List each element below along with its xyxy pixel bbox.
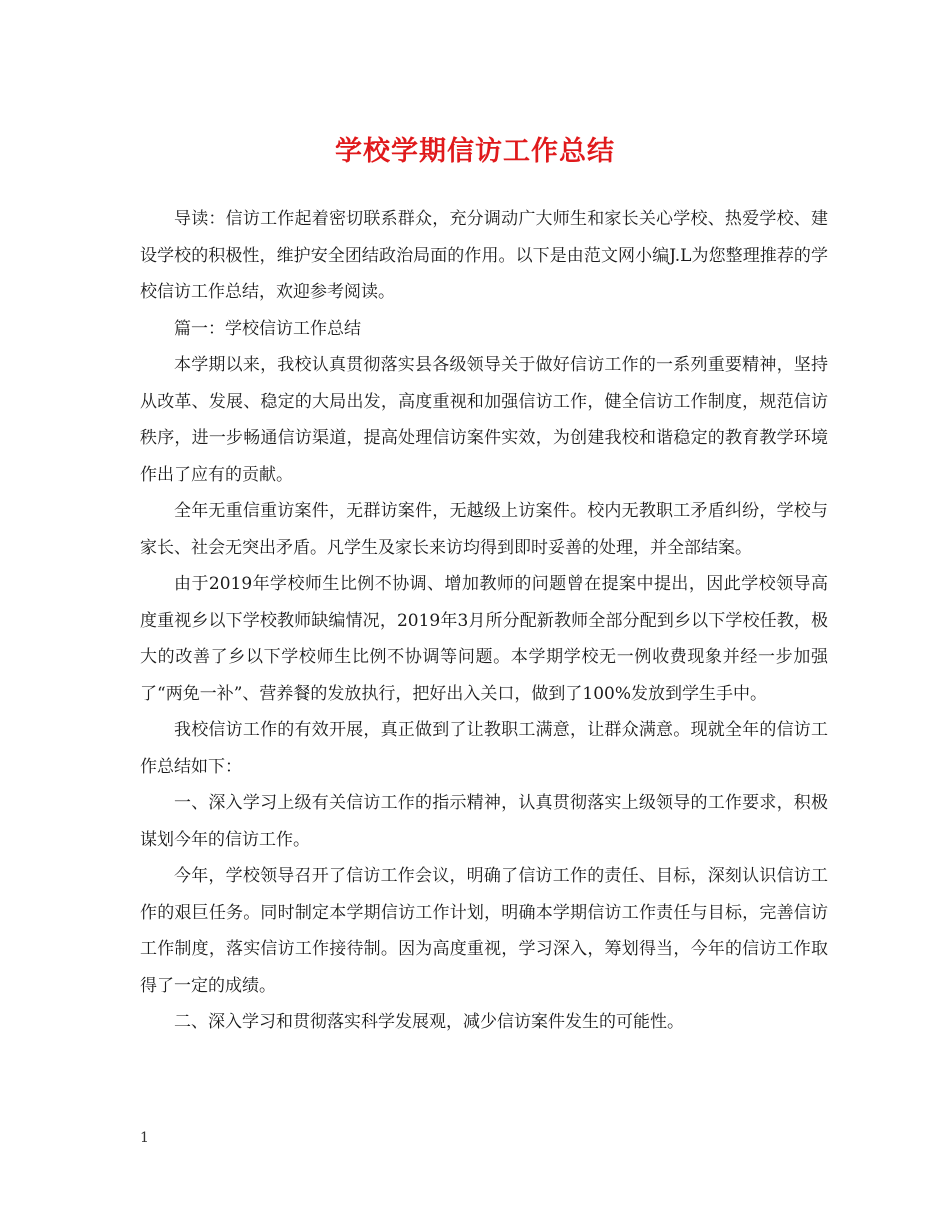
paragraph: 本学期以来，我校认真贯彻落实县各级领导关于做好信访工作的一系列重要精神，坚持从改革、发展、稳定的大局出发，高度重视和加强信访工作，健全信访工作制度，规范信访秩序，进一步畅通信访渠道，提高处理信访案件实效，为创建我校和谐稳定的教育教学环境作出了应有的贡献。 bbox=[140, 355, 828, 485]
paragraph-intro: 导读：信访工作起着密切联系群众，充分调动广大师生和家长关心学校、热爱学校、建设学校的积极性，维护安全团结政治局面的作用。以下是由范文网小编J.L为您整理推荐的学校信访工作总结，欢迎参考阅读。 bbox=[140, 209, 828, 302]
paragraph: 今年，学校领导召开了信访工作会议，明确了信访工作的责任、目标，深刻认识信访工作的艰巨任务。同时制定本学期信访工作计划，明确本学期信访工作责任与目标，完善信访工作制度，落实信访工作接待制。因为高度重视，学习深入，筹划得当，今年的信访工作取得了一定的成绩。 bbox=[140, 866, 828, 996]
paragraph: 全年无重信重访案件，无群访案件，无越级上访案件。校内无教职工矛盾纠纷，学校与家长、社会无突出矛盾。凡学生及家长来访均得到即时妥善的处理，并全部结案。 bbox=[140, 501, 828, 558]
page-number: 1 bbox=[140, 1130, 149, 1146]
paragraph: 由于2019年学校师生比例不协调、增加教师的问题曾在提案中提出，因此学校领导高度重视乡以下学校教师缺编情况，2019年3月所分配新教师全部分配到乡以下学校任教，极大的改善了乡以下学校师生比例不协调等问题。本学期学校无一例收费现象并经一步加强了“两免一补”、营养餐的发放执行，把好出入关口，做到了100%发放到学生手中。 bbox=[140, 574, 828, 704]
document-title: 学校学期信访工作总结 bbox=[335, 136, 615, 167]
paragraph: 我校信访工作的有效开展，真正做到了让教职工满意，让群众满意。现就全年的信访工作总结如下： bbox=[140, 720, 828, 777]
paragraph-point-one: 一、深入学习上级有关信访工作的指示精神，认真贯彻落实上级领导的工作要求，积极谋划今年的信访工作。 bbox=[140, 793, 828, 850]
paragraph-section-heading: 篇一：学校信访工作总结 bbox=[174, 318, 361, 339]
paragraph-point-two: 二、深入学习和贯彻落实科学发展观，减少信访案件发生的可能性。 bbox=[174, 1012, 684, 1032]
document-body bbox=[140, 201, 828, 1041]
